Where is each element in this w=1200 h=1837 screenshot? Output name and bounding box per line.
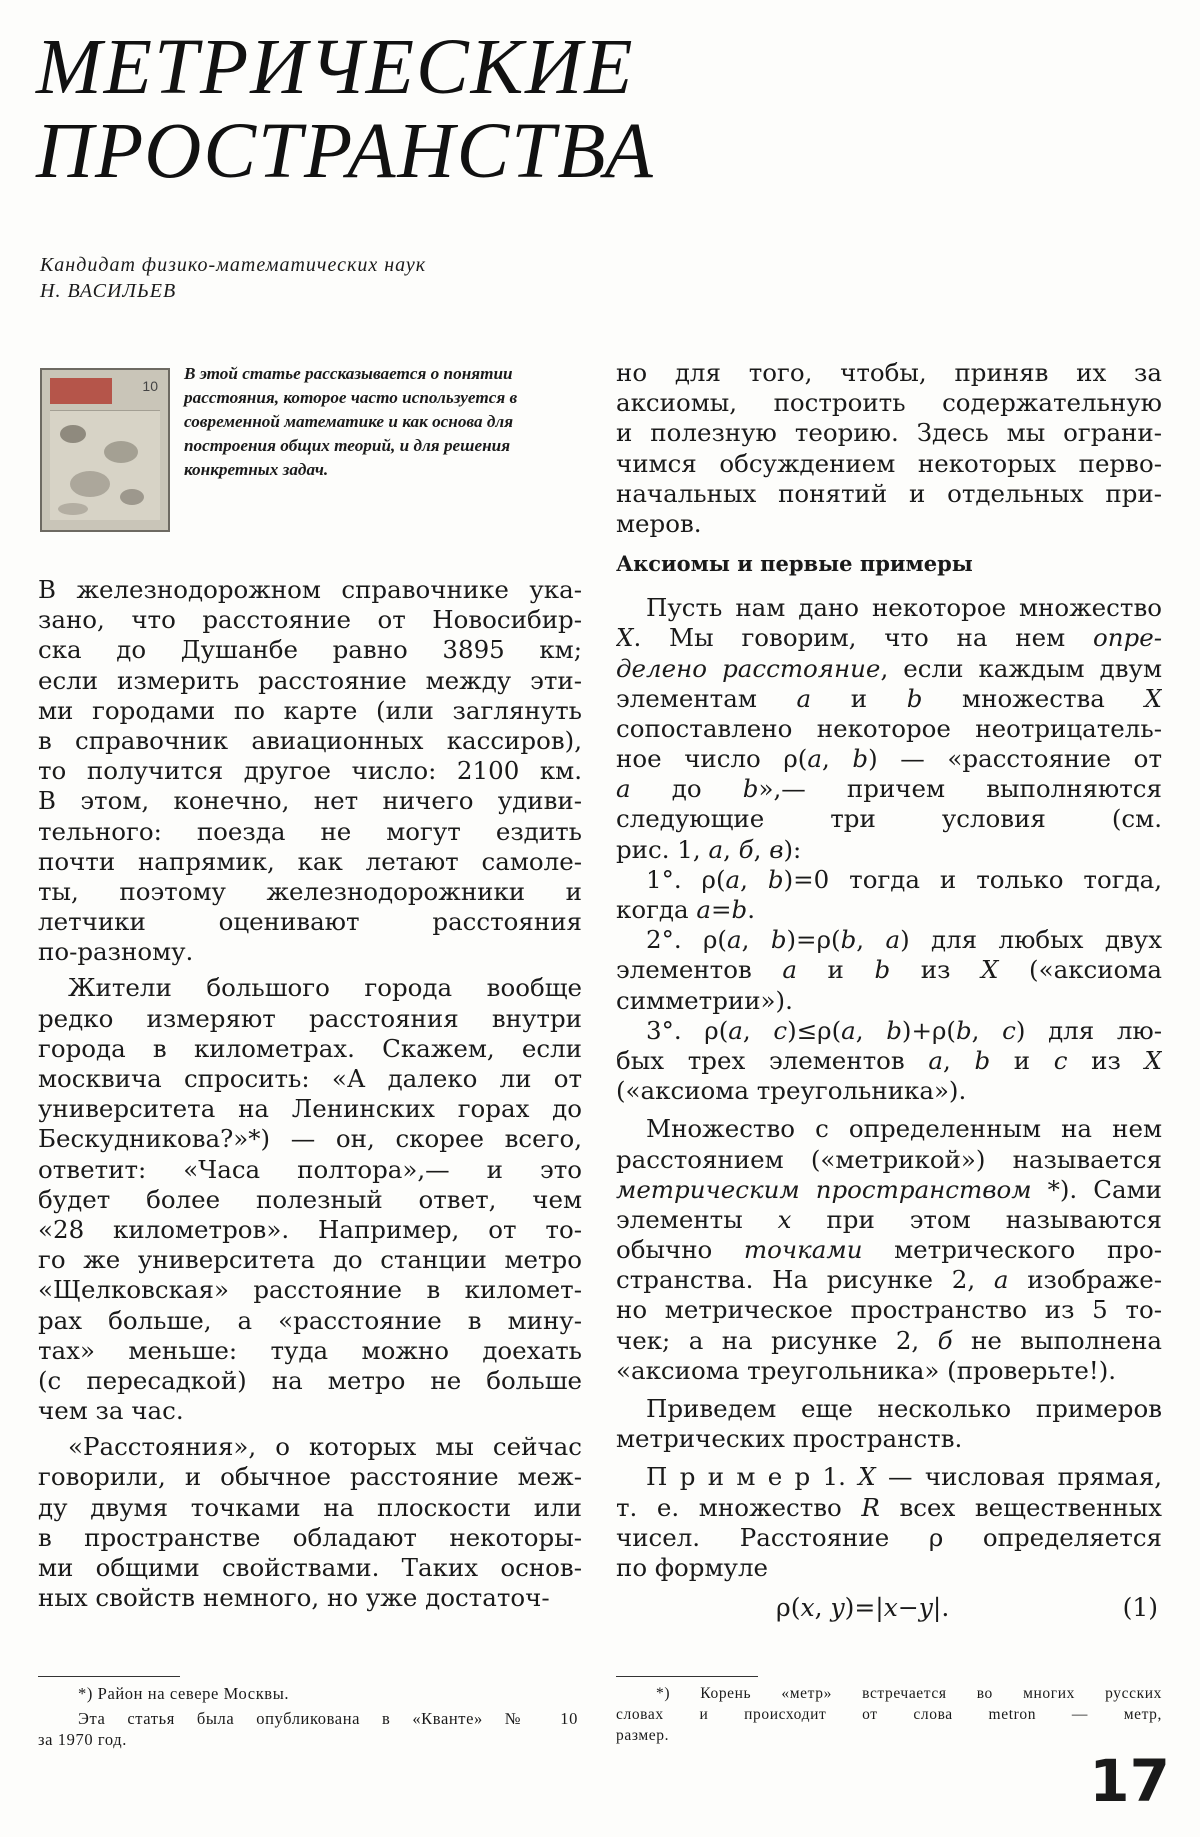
- text-line: редко измеряют расстояния внутри: [38, 1003, 582, 1033]
- title-line: ПРОСТРАНСТВА: [36, 108, 655, 195]
- cover-issue-number: 10: [142, 378, 158, 394]
- text-line: по-разному.: [38, 937, 194, 967]
- text-line: говорили, и обычное расстояние меж-: [38, 1462, 582, 1492]
- text-line: симметрии»).: [616, 985, 793, 1015]
- text-line: элементов a и b из X («аксиома: [616, 955, 1162, 985]
- text-line: Приведем еще несколько примеров: [646, 1394, 1162, 1423]
- footnotes-left: [38, 1683, 578, 1750]
- author-degree: Кандидат физико-математических наук: [40, 254, 427, 276]
- footnote-divider-left: [38, 1676, 180, 1677]
- text-line: по формуле: [616, 1552, 769, 1582]
- text-line: летчики оценивают расстояния: [38, 907, 582, 937]
- page-number: 17: [1089, 1747, 1170, 1815]
- text-line: X. Мы говорим, что на нем опре-: [616, 623, 1162, 653]
- footnote-divider-right: [616, 1676, 758, 1677]
- text-line: начальных понятий и отдельных при-: [616, 478, 1162, 508]
- text-line: странства. На рисунке 2, а изображе-: [616, 1265, 1162, 1295]
- text-line: 3°. ρ(a, c)≤ρ(a, b)+ρ(b, c) для лю-: [646, 1015, 1162, 1045]
- text-line: обычно точками метрического про-: [616, 1235, 1162, 1265]
- text-line: В этом, конечно, нет ничего удиви-: [38, 786, 582, 816]
- text-line: 2°. ρ(a, b)=ρ(b, a) для любых двух: [646, 925, 1162, 955]
- text-line: университета на Ленинских горах до: [38, 1094, 582, 1124]
- text-line: москвича спросить: «А далеко ли от: [38, 1064, 582, 1093]
- text-line: ных свойств немного, но уже достаточ-: [38, 1583, 550, 1613]
- cover-logo: [50, 378, 112, 404]
- section-heading: Аксиомы и первые примеры: [616, 551, 973, 577]
- axiom-1: [616, 865, 1162, 925]
- text-line: П р и м е р 1. X — числовая прямая,: [646, 1462, 1162, 1492]
- text-line: «28 километров». Например, от то-: [38, 1214, 582, 1244]
- text-line: Пусть нам дано некоторое множество: [646, 593, 1162, 623]
- text-line: в справочник авиационных кассиров),: [38, 725, 582, 755]
- text-line: элементы x при этом называются: [616, 1204, 1162, 1234]
- text-line: ми городами по карте (или заглянуть: [38, 695, 582, 725]
- text-line: бых трех элементов a, b и c из X: [616, 1045, 1162, 1075]
- intro-paragraph: [616, 358, 1162, 539]
- examples-intro: [616, 1394, 1162, 1454]
- text-line: почти напрямик, как летают самоле-: [38, 846, 582, 876]
- text-line: элементам a и b множества X: [616, 683, 1162, 713]
- text-line: тельного: поезда не могут ездить: [38, 816, 582, 846]
- text-line: a до b»,— причем выполняются: [616, 774, 1162, 804]
- text-line: чимся обсуждением некоторых перво-: [616, 448, 1162, 478]
- text-line: то получится другое число: 2100 км.: [38, 756, 582, 786]
- text-line: го же университета до станции метро: [38, 1245, 582, 1275]
- footnote: Эта статья была опубликована в «Кванте» № 10: [78, 1709, 578, 1728]
- text-line: ответит: «Часа полтора»,— и это: [38, 1154, 582, 1184]
- text-line: расстоянием («метрикой») называется: [616, 1144, 1162, 1174]
- text-line: аксиомы, построить содержательную: [616, 388, 1162, 418]
- author-name: Н. ВАСИЛЬЕВ: [40, 280, 177, 302]
- text-line: зано, что расстояние от Новосибир-: [38, 605, 582, 635]
- left-column-text: [38, 575, 582, 1613]
- text-line: ми общими свойствами. Таких основ-: [38, 1553, 582, 1582]
- text-line: рах больше, а «расстояние в мину-: [38, 1305, 582, 1335]
- text-line: Жители большого города вообще: [68, 973, 582, 1003]
- text-line: т. е. множество R всех вещественных: [616, 1492, 1162, 1522]
- text-line: В железнодорожном справочнике ука-: [38, 575, 582, 604]
- formula-1: [616, 1589, 1162, 1627]
- text-line: «Расстояния», о которых мы сейчас: [68, 1432, 582, 1462]
- text-line: города в километрах. Скажем, если: [38, 1033, 582, 1063]
- text-line: (с пересадкой) на метро не больше: [38, 1365, 582, 1395]
- footnote: *) Район на севере Москвы.: [78, 1684, 290, 1703]
- footnote: за 1970 год.: [38, 1730, 127, 1749]
- text-line: чек; а на рисунке 2, б не выполнена: [616, 1325, 1162, 1355]
- formula-number: (1): [1122, 1593, 1158, 1623]
- text-line: «аксиома треугольника» (проверьте!).: [616, 1355, 1117, 1385]
- formula-expression: ρ(x, y)=|x−y|.: [776, 1593, 950, 1623]
- text-line: когда a=b.: [616, 895, 756, 924]
- axiom-3: [616, 1016, 1162, 1107]
- text-line: чисел. Расстояние ρ определяется: [616, 1522, 1162, 1552]
- text-line: и полезную теорию. Здесь мы ограни-: [616, 418, 1162, 448]
- text-line: «Щелковская» расстояние в километ-: [38, 1275, 582, 1305]
- text-line: метрических пространств.: [616, 1424, 963, 1454]
- text-line: но метрическое пространство из 5 то-: [616, 1295, 1162, 1325]
- example-1: [616, 1462, 1162, 1583]
- text-line: ду двумя точками на плоскости или: [38, 1492, 582, 1522]
- text-line: чем за час.: [38, 1396, 184, 1426]
- title-line: МЕТРИЧЕСКИЕ: [36, 24, 635, 111]
- footnote: словах и происходит от слова metron — метр,: [616, 1706, 1162, 1723]
- magazine-cover-thumbnail: [40, 368, 170, 532]
- text-line: метрическим пространством *). Сами: [616, 1174, 1162, 1204]
- text-line: ное число ρ(a, b) — «расстояние от: [616, 744, 1162, 774]
- metric-space-paragraph: [616, 1114, 1162, 1386]
- text-line: тах» меньше: туда можно доехать: [38, 1335, 582, 1365]
- byline: [40, 252, 426, 304]
- text-line: если измерить расстояние между эти-: [38, 665, 582, 695]
- text-line: в пространстве обладают некоторы-: [38, 1522, 582, 1552]
- article-title: [36, 26, 655, 194]
- article-abstract: В этой статье рассказывается о понятии расстояния, которое часто используется в современной математике и как основа для построения общих теорий, и для решения конкретных задач.: [184, 364, 518, 479]
- text-line: следующие три условия (см.: [616, 804, 1162, 834]
- right-column: [616, 358, 1162, 1627]
- text-line: ска до Душанбе равно 3895 км;: [38, 635, 582, 665]
- text-line: но для того, чтобы, приняв их за: [616, 358, 1162, 387]
- text-line: будет более полезный ответ, чем: [38, 1184, 582, 1214]
- cover-illustration: [50, 410, 160, 520]
- text-line: Бескудникова?»*) — он, скорее всего,: [38, 1124, 582, 1154]
- text-line: сопоставлено некоторое неотрицатель-: [616, 713, 1162, 743]
- footnote: *) Корень «метр» встречается во многих русских: [656, 1685, 1162, 1702]
- text-line: Множество с определенным на нем: [646, 1114, 1162, 1144]
- text-line: делено расстояние, если каждым двум: [616, 653, 1162, 683]
- text-line: ты, поэтому железнодорожники и: [38, 876, 582, 906]
- axiom-2: [616, 925, 1162, 1016]
- text-line: меров.: [616, 508, 702, 538]
- definition-paragraph: [616, 593, 1162, 865]
- text-line: 1°. ρ(a, b)=0 тогда и только тогда,: [646, 864, 1162, 894]
- text-line: («аксиома треугольника»).: [616, 1076, 967, 1106]
- left-column: [38, 575, 582, 1613]
- text-line: рис. 1, а, б, в):: [616, 834, 802, 864]
- footnote-right: [616, 1683, 1162, 1746]
- footnote: размер.: [616, 1727, 670, 1744]
